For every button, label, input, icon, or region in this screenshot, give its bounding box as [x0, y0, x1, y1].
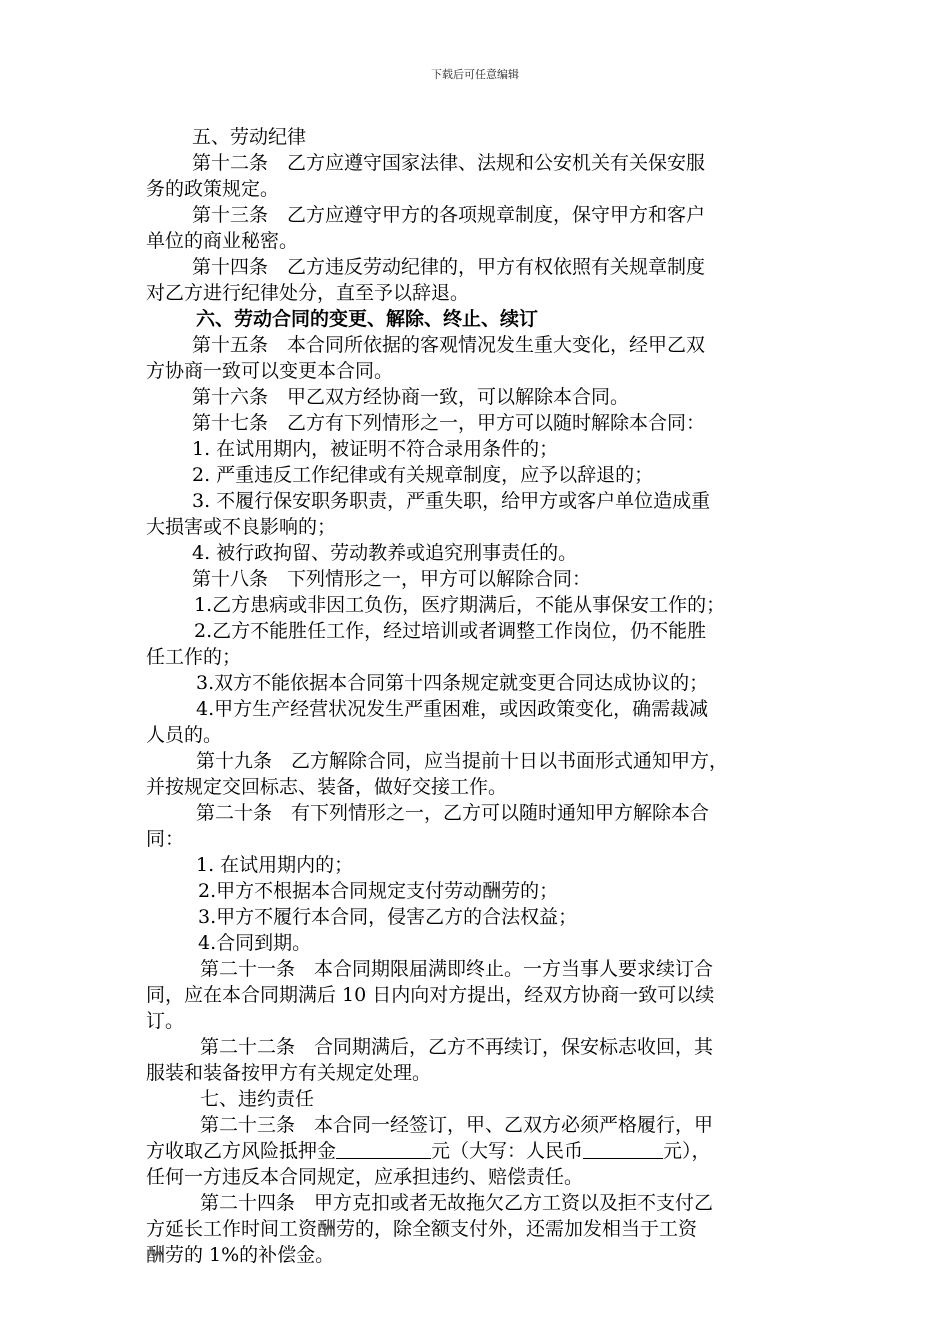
text-line: 3. 不履行保安职务职责，严重失职，给甲方或客户单位造成重: [192, 490, 711, 512]
text-line: 第二十三条 本合同一经签订，甲、乙双方必须严格履行，甲: [200, 1114, 714, 1136]
text-line: 酬劳的 1%的补偿金。: [146, 1244, 335, 1266]
text-line: 务的政策规定。: [146, 178, 280, 200]
text-line: 2. 严重违反工作纪律或有关规章制度，应予以辞退的；: [192, 464, 654, 486]
text-line: 六、劳动合同的变更、解除、终止、续订: [196, 308, 539, 330]
text-line: 同：: [146, 828, 185, 850]
deposit-text-3: 元），: [663, 1140, 711, 1162]
text-line: 第十五条 本合同所依据的客观情况发生重大变化，经甲乙双: [192, 334, 706, 356]
text-line: 1.乙方患病或非因工负伤，医疗期满后，不能从事保安工作的；: [194, 594, 726, 616]
text-line: 方协商一致可以变更本合同。: [146, 360, 394, 382]
text-line: 七、违约责任: [200, 1088, 315, 1110]
text-line: 任何一方违反本合同规定，应承担违约、赔偿责任。: [146, 1166, 584, 1188]
text-line: 第二十一条 本合同期限届满即终止。一方当事人要求续订合: [200, 958, 714, 980]
text-line: 任工作的；: [146, 646, 242, 668]
text-line: 第二十二条 合同期满后，乙方不再续订，保安标志收回，其: [200, 1036, 714, 1058]
text-line: 第十四条 乙方违反劳动纪律的，甲方有权依照有关规章制度: [192, 256, 706, 278]
text-line: 并按规定交回标志、装备，做好交接工作。: [146, 776, 508, 798]
text-line: 第十七条 乙方有下列情形之一，甲方可以随时解除本合同：: [192, 412, 706, 434]
text-line: 第十三条 乙方应遵守甲方的各项规章制度，保守甲方和客户: [192, 204, 706, 226]
text-line: 大损害或不良影响的；: [146, 516, 337, 538]
text-line: 单位的商业秘密。: [146, 230, 299, 252]
text-line: 第十六条 甲乙双方经协商一致，可以解除本合同。: [192, 386, 630, 408]
text-line: 人员的。: [146, 724, 223, 746]
text-line: 对乙方进行纪律处分，直至予以辞退。: [146, 282, 470, 304]
deposit-text-1: 方收取乙方风险抵押金: [146, 1140, 337, 1162]
deposit-text-2: 元（大写：人民币: [431, 1140, 584, 1162]
text-line: 第十八条 下列情形之一，甲方可以解除合同：: [192, 568, 592, 590]
text-line: 2.甲方不根据本合同规定支付劳动酬劳的；: [198, 880, 559, 902]
text-line: 方延长工作时间工资酬劳的，除全额支付外，还需加发相当于工资: [146, 1218, 698, 1240]
deposit-clause-line: [146, 1138, 711, 1164]
text-line: 4.合同到期。: [198, 932, 312, 954]
deposit-amount-blank[interactable]: [336, 1140, 431, 1159]
text-line: 第十九条 乙方解除合同，应当提前十日以书面形式通知甲方，: [196, 750, 729, 772]
text-line: 2.乙方不能胜任工作，经过培训或者调整工作岗位，仍不能胜: [194, 620, 707, 642]
text-line: 4. 被行政拘留、劳动教养或追究刑事责任的。: [192, 542, 578, 564]
text-line: 3.甲方不履行本合同，侵害乙方的合法权益；: [198, 906, 578, 928]
page-header: 下载后可任意编辑: [431, 68, 519, 81]
text-line: 第十二条 乙方应遵守国家法律、法规和公安机关有关保安服: [192, 152, 706, 174]
text-line: 4.甲方生产经营状况发生严重困难，或因政策变化，确需裁减: [196, 698, 709, 720]
text-line: 订。: [146, 1010, 185, 1032]
text-line: 1. 在试用期内的；: [196, 854, 354, 876]
text-line: 第二十四条 甲方克扣或者无故拖欠乙方工资以及拒不支付乙: [200, 1192, 714, 1214]
text-line: 第二十条 有下列情形之一，乙方可以随时通知甲方解除本合: [196, 802, 710, 824]
deposit-amount-words-blank[interactable]: [583, 1140, 663, 1159]
text-line: 3.双方不能依据本合同第十四条规定就变更合同达成协议的；: [196, 672, 709, 694]
text-line: 1. 在试用期内，被证明不符合录用条件的；: [192, 438, 559, 460]
text-line: 五、劳动纪律: [192, 126, 307, 148]
text-line: 服装和装备按甲方有关规定处理。: [146, 1062, 432, 1084]
text-line: 同，应在本合同期满后 10 日内向对方提出，经双方协商一致可以续: [146, 984, 715, 1006]
